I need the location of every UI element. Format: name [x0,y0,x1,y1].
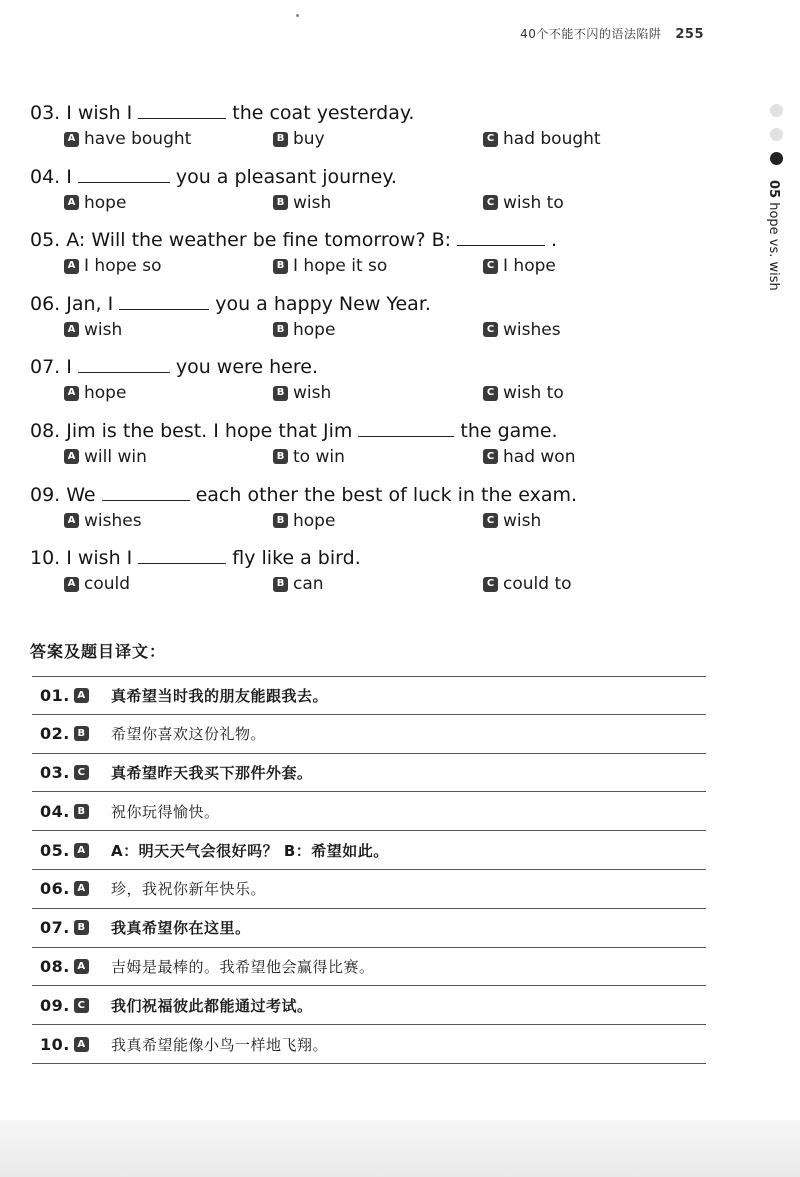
answer-translation: 祝你玩得愉快。 [111,802,220,821]
option-text: hope [293,319,336,340]
answer-number: 02. [40,724,70,744]
page-number: 255 [675,27,704,42]
option-row [30,508,720,534]
option-letter-badge: A [64,132,79,147]
answer-letter-badge: A [74,843,89,858]
option-letter-badge: A [64,195,79,210]
option-text: wish [503,510,542,531]
question-item [30,291,720,355]
option-row [30,190,720,216]
option-letter-badge: B [273,513,288,528]
option-letter-badge: C [483,513,498,528]
option-text: wish to [503,192,564,213]
option-text: wishes [503,319,561,340]
option-letter-badge: A [64,513,79,528]
answer-number: 03. [40,762,70,782]
answer-number: 05. [40,840,70,860]
option-b [273,444,483,470]
answer-translation: 真希望昨天我买下那件外套。 [111,763,313,782]
option-letter-badge: B [273,259,288,274]
option-text: to win [293,446,345,467]
option-a [64,253,273,279]
option-a [64,190,273,216]
question-text-before: A: Will the weather be fine tomorrow? B: [66,229,452,252]
question-text-after: the game. [460,419,558,442]
answer-number: 01. [40,685,70,705]
answer-number: 10. [40,1034,70,1054]
question-stem [30,164,720,190]
answer-blank [457,244,545,246]
answer-blank [119,308,209,310]
option-text: have bought [84,129,192,149]
option-text: wish to [503,383,564,404]
answer-row [32,754,706,793]
answer-row [32,792,706,831]
option-b [273,317,483,343]
answer-letter-badge: A [74,1037,89,1052]
question-text-after: you a pleasant journey. [175,165,397,188]
question-number: 08. [30,419,61,442]
question-stem [30,100,720,126]
option-letter-badge: C [483,259,498,274]
question-number: 05. [30,229,61,252]
question-text-before: Jan, I [66,292,114,315]
answer-number: 09. [40,995,70,1015]
option-row [30,444,720,470]
answer-row [32,715,706,754]
question-text-before: Jim is the best. I hope that Jim [66,419,353,442]
answer-translation: 珍，我祝你新年快乐。 [111,880,267,899]
answer-row [32,870,706,909]
option-b [273,508,483,534]
chapter-title: hope vs. wish [766,202,781,291]
answer-translation: 我们祝福彼此都能通过考试。 [111,996,313,1015]
answer-letter-badge: B [74,726,89,741]
question-item [30,418,720,482]
current-chapter-dot-icon [770,152,783,165]
question-text-before: I wish I [66,102,133,124]
question-item [30,227,720,291]
option-letter-badge: C [483,577,498,592]
answer-translation: 吉姆是最棒的。我希望他会赢得比赛。 [111,957,375,976]
question-number: 10. [30,547,61,570]
option-a [64,317,273,343]
chapter-label [766,180,781,291]
question-stem [30,545,720,571]
option-text: I hope [503,256,556,277]
page-edge [0,1120,800,1177]
question-stem [30,291,720,317]
option-letter-badge: A [64,259,79,274]
question-number: 03. [30,102,61,124]
option-b [273,190,483,216]
option-b [273,571,483,597]
question-text-after: the coat yesterday. [232,102,415,124]
option-text: hope [293,510,336,531]
question-text-after: you were here. [175,356,318,379]
option-letter-badge: C [483,195,498,210]
option-a [64,126,273,152]
option-text: will win [84,446,147,467]
answer-blank [138,562,226,564]
question-text-after: fly like a bird. [232,547,361,570]
answer-number: 06. [40,879,70,899]
question-number: 09. [30,483,61,506]
answer-letter-badge: A [74,688,89,703]
answer-row [32,831,706,870]
question-text-after: you a happy New Year. [215,292,431,315]
question-item [30,164,720,228]
question-stem [30,354,720,380]
answer-letter-badge: B [74,920,89,935]
answer-number: 08. [40,956,70,976]
answer-letter-badge: A [74,881,89,896]
answer-letter-badge: B [74,804,89,819]
option-row [30,571,720,597]
answer-blank [78,371,170,373]
question-text-before: We [66,483,96,506]
question-number: 07. [30,356,61,379]
question-text-after: each other the best of luck in the exam. [195,483,578,506]
answer-translation: 我真希望你在这里。 [111,919,251,938]
chapter-dot-icon [770,128,783,141]
option-letter-badge: B [273,449,288,464]
option-c [483,317,561,343]
answer-translation: 希望你喜欢这份礼物。 [111,725,267,744]
option-text: can [293,574,324,595]
option-letter-badge: C [483,386,498,401]
option-c [483,126,601,152]
question-text-after: . [551,229,558,252]
option-a [64,444,273,470]
option-letter-badge: C [483,449,498,464]
option-c [483,508,541,534]
answer-row [32,948,706,987]
option-text: could to [503,574,572,595]
option-a [64,508,273,534]
answer-letter-badge: C [74,998,89,1013]
option-letter-badge: A [64,577,79,592]
question-stem [30,482,720,508]
question-item [30,354,720,418]
option-letter-badge: B [273,386,288,401]
answer-blank [78,181,170,183]
option-text: had won [503,446,576,467]
answers-heading: 答案及题目译文： [30,642,167,661]
option-c [483,253,556,279]
question-item [30,545,720,609]
answer-translation: 我真希望能像小鸟一样地飞翔。 [111,1035,329,1054]
option-letter-badge: C [483,132,498,147]
question-number: 04. [30,165,61,188]
answer-row [32,986,706,1025]
option-c [483,380,564,406]
option-letter-badge: B [273,132,288,147]
option-text: I hope so [84,256,162,277]
option-letter-badge: B [273,195,288,210]
answer-translation: 真希望当时我的朋友能跟我去。 [111,686,329,705]
answer-row [32,676,706,715]
option-letter-badge: B [273,322,288,337]
option-letter-badge: A [64,322,79,337]
option-text: wishes [84,510,142,531]
question-stem [30,418,720,444]
option-a [64,380,273,406]
option-text: hope [84,383,127,404]
option-letter-badge: B [273,577,288,592]
option-text: wish [84,319,123,340]
option-c [483,190,564,216]
option-letter-badge: A [64,386,79,401]
answer-table [32,676,706,1064]
option-letter-badge: C [483,322,498,337]
answer-row [32,1025,706,1064]
option-b [273,126,483,152]
question-text-before: I [66,356,72,379]
answer-blank [102,499,190,501]
option-text: wish [293,383,332,404]
answer-row [32,909,706,948]
option-text: wish [293,192,332,213]
answer-blank [358,435,454,437]
answer-blank [138,117,226,119]
option-text: buy [293,129,325,149]
header-title: 40个不能不闪的语法陷阱 [520,27,662,41]
option-row [30,253,720,279]
option-row [30,317,720,343]
option-text: hope [84,192,127,213]
option-letter-badge: A [64,449,79,464]
option-row [30,380,720,406]
answer-letter-badge: A [74,959,89,974]
option-a [64,571,273,597]
question-number: 06. [30,292,61,315]
answer-translation: A：明天天气会很好吗？ B：希望如此。 [111,841,389,860]
question-list [30,100,720,609]
option-b [273,380,483,406]
question-stem [30,227,720,253]
chapter-dot-icon [770,104,783,117]
question-item [30,100,720,164]
answer-number: 04. [40,801,70,821]
option-b [273,253,483,279]
answer-number: 07. [40,918,70,938]
option-c [483,444,575,470]
print-mark [296,14,299,17]
option-text: could [84,574,131,595]
question-item [30,482,720,546]
running-header [520,25,704,42]
question-text-before: I [66,165,72,188]
option-text: had bought [503,129,601,149]
question-text-before: I wish I [66,547,133,570]
option-c [483,571,572,597]
option-row [30,126,720,152]
option-text: I hope it so [293,256,388,277]
answer-letter-badge: C [74,765,89,780]
chapter-number: 05 [766,180,781,199]
